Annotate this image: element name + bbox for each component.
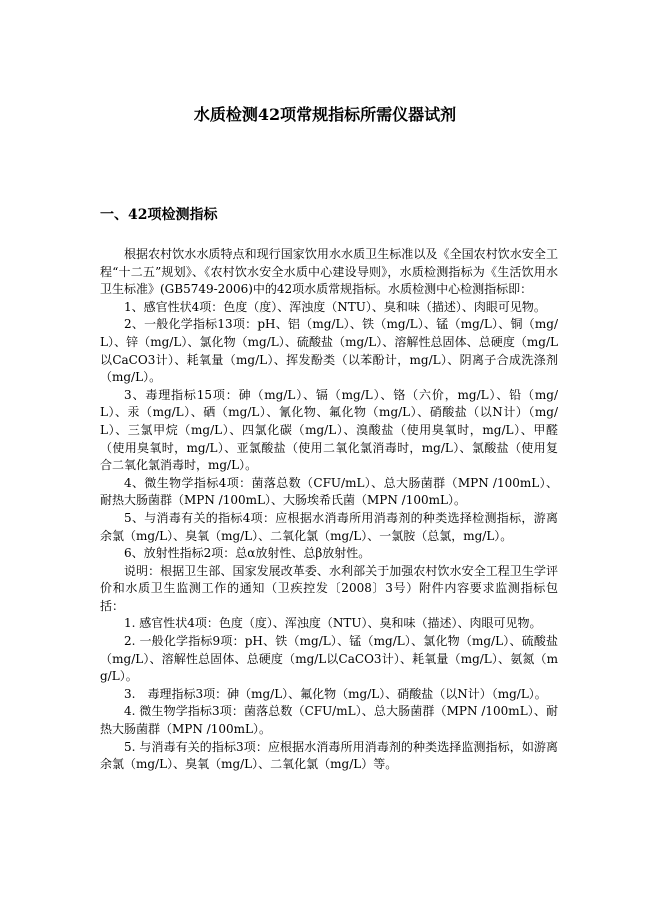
paragraph-note-toxicology: 3. 毒理指标3项：砷（mg/L）、氟化物（mg/L）、硝酸盐（以N计）（mg/L）。 [124, 686, 547, 701]
paragraph-toxicology: 3、毒理指标15项：砷（mg/L）、镉（mg/L）、铬（六价，mg/L）、铅（mg/L）、汞（mg/L）、硒（mg/L）、氰化物、氟化物（mg/L）、硝酸盐（以N计）（mg/L）、三氯甲烷（mg/L）、四氯化碳（mg/L）、溴酸盐（使用臭氧时，mg/L）、甲醛（使用臭氧时，mg/L）、亚氯酸盐（使用二氧化氯消毒时，mg/L）、氯酸盐（使用复合二氧化氯消毒时，mg/L）。 [100, 387, 558, 473]
paragraph-radioactivity: 6、放射性指标2项：总α放射性、总β放射性。 [124, 546, 371, 561]
paragraph-note-general-chemical: 2. 一般化学指标9项：pH、铁（mg/L）、锰（mg/L）、氯化物（mg/L）、硫酸盐（mg/L）、溶解性总固体、总硬度（mg/L以CaCO3计）、耗氧量（mg/L）、氨氮（mg/L）。 [100, 634, 558, 684]
paragraph-note-microbiology: 4. 微生物学指标3项：菌落总数（CFU/mL）、总大肠菌群（MPN /100mL）、耐热大肠菌群（MPN /100mL）。 [100, 704, 558, 737]
paragraph-general-chemical: 2、一般化学指标13项：pH、铝（mg/L）、铁（mg/L）、锰（mg/L）、铜（mg/L）、锌（mg/L）、氯化物（mg/L）、硫酸盐（mg/L）、溶解性总固体、总硬度（mg/L以CaCO3计）、耗氧量（mg/L）、挥发酚类（以苯酚计，mg/L）、阴离子合成洗涤剂（mg/L）。 [100, 317, 558, 385]
paragraph-note-disinfection: 5. 与消毒有关的指标3项：应根据水消毒所用消毒剂的种类选择监测指标，如游离余氯（mg/L）、臭氧（mg/L）、二氧化氯（mg/L）等。 [100, 739, 558, 772]
document-title: 水质检测42项常规指标所需仪器试剂 [193, 105, 457, 124]
section-heading: 一、42项检测指标 [100, 207, 218, 223]
paragraph-intro: 根据农村饮水水质特点和现行国家饮用水水质卫生标准以及《全国农村饮水安全工程“十二五”规划》、《农村饮水安全水质中心建设导则》，水质检测指标为《生活饮用水卫生标准》(GB5749-2006)中的42项水质常规指标。水质检测中心检测指标即： [100, 247, 558, 297]
paragraph-disinfection: 5、与消毒有关的指标4项：应根据水消毒所用消毒剂的种类选择检测指标，游离余氯（mg/L）、臭氧（mg/L）、二氧化氯（mg/L）、一氯胺（总氯，mg/L）。 [100, 510, 558, 543]
paragraph-note: 说明：根据卫生部、国家发展改革委、水利部关于加强农村饮水安全工程卫生学评价和水质卫生监测工作的通知（卫疾控发〔2008〕3号）附件内容要求监测指标包括： [100, 563, 558, 613]
document-body [100, 246, 558, 774]
paragraph-sensory: 1、感官性状4项：色度（度）、浑浊度（NTU）、臭和味（描述）、肉眼可见物。 [124, 299, 546, 314]
paragraph-note-sensory: 1. 感官性状4项：色度（度）、浑浊度（NTU）、臭和味（描述）、肉眼可见物。 [124, 616, 542, 631]
paragraph-microbiology: 4、微生物学指标4项：菌落总数（CFU/mL）、总大肠菌群（MPN /100mL）、耐热大肠菌群（MPN /100mL）、大肠埃希氏菌（MPN /100mL）。 [100, 475, 558, 508]
